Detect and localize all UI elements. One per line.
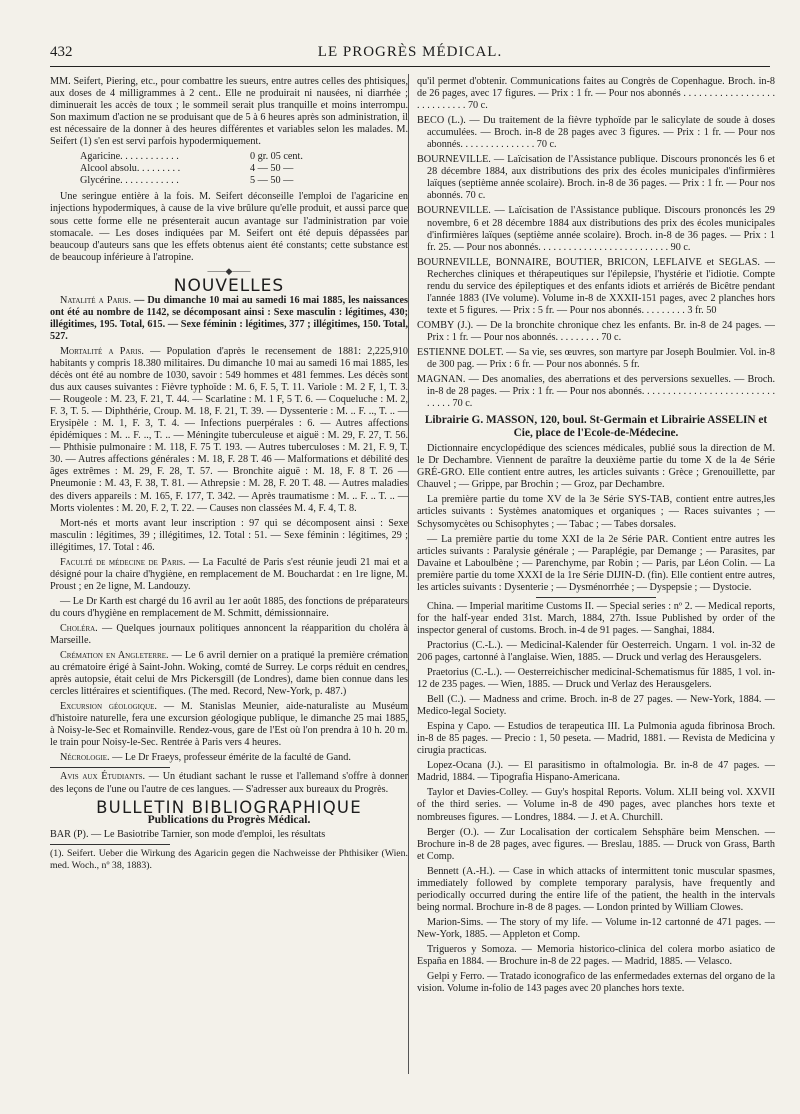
biblio-entry: Bennett (A.-H.). — Case in which attacks of intermittent tonic muscular spasmes, immediately followed by complete temporary paralysis, have frequently and periodically occurred during the entire life of the patient, the health in the intervals being normal. Brochure in-8 de 8 pages. — London printed by William Clowes. [417,865,775,913]
avis-paragraph: Avis aux Étudiants. — Un étudiant sachant le russe et l'allemand s'offre à donner des leçons de l'une ou l'autre de ces langues. — S'adresser aux bureaux du Progrès. [50,771,408,795]
mortnes-paragraph: Mort-nés et morts avant leur inscription : 97 qui se décomposent ainsi : Sexe masculin : légitimes, 39 ; illégitimes, 12. Total : 51. — Sexe féminin : légitimes, 29 ; illégitimes, 17. Total : 46. [50,517,408,553]
biblio-entry: Marion-Sims. — The story of my life. — Volume in-12 cartonné de 471 pages. — New-York, 1885. — Appleton et Comp. [417,916,775,940]
faculte-paragraph: Faculté de médecine de Paris. — La Faculté de Paris s'est réunie jeudi 21 mai et a désigné pour la chaire d'hygiène, en remplacement de M. Bouchardat : en 1re ligne, M. Proust ; en 2e ligne, M. Landouzy. [50,556,409,592]
biblio-entry: BECO (L.). — Du traitement de la fièvre typhoïde par le salicylate de soude à doses accumulées. — Broch. in-8 de 28 pages avec 3 figures. — Prix : 1 fr. — Pour nos abonnés. . . . . . . . . . . . . . . 70 c. [417,115,775,151]
footnote-rule [50,844,170,845]
dictionnaire-paragraph: — La première partie du tome XXI de la 2e Série PAR. Contient entre autres les articles suivants : Paralysie générale ; — Paraplégie, par Demange ; — Parasites, par Davaine et Laboulbène ; — Parenchyme, par Robin ; — Paris, par Léon Colin. — La première partie du tome XXXI de la 1re Série DIJIN-D. (fin). Elle contient entre autres, les articles suivants : Dysenterie ; — Dysménorrhée ; — Dyspepsie ; — Dystocie. [417,533,775,593]
biblio-entry: Berger (O.). — Zur Localisation der corticalem Sehsphäre beim Menschen. — Brochure in-8 de 28 pages, avec figures. — Breslau, 1885. — Druck von Grass, Barth et Comp. [417,826,775,862]
biblio-entry: ESTIENNE DOLET. — Sa vie, ses œuvres, son martyre par Joseph Boulmier. Vol. in-8 de 300 pag. — Prix : 6 fr. — Pour nos abonnés. 5 fr. [417,346,775,371]
biblio-entry: Gelpi y Ferro. — Tratado iconografico de las enfermedades externas del organo de la vision. Volume in-folio de 143 pages avec 20 planches hors texte. [417,971,775,995]
biblio-entry: qu'il permet d'obtenir. Communications faites au Congrès de Copenhague. Broch. in-8 de 26 pages, avec 17 figures. — Prix : 1 fr. — Pour nos abonnés . . . . . . . . . . . . . . . . . . . . . . . . . . . . 70 c. [417,76,775,112]
left-column [50,76,408,875]
mortalite-paragraph: Mortalité a Paris. — Population d'après le recensement de 1881: 2,225,910 habitants y compris 18.380 militaires. Du dimanche 10 mai au samedi 16 mai 1885, les décès ont été au nombre de 1030, savoir : 549 hommes et 481 femmes. Les décès sont dus aux causes suivantes : Fièvre typhoïde : M. 6, F. 5, T. 11. Variole : M. 2 F, 1, T. 3. — Rougeole : M. 23, F. 21, T. 44. — Scarlatine : M. 1 F, 5 T. 6. — Coqueluche : M. 2, F. 3, T. 5. — Diphthérie, Croup. M. 18, F. 21, T. 39. — Dyssenterie : M. .. F. .., T. .. — Erysipèle : M. 1, F. 3, T. 4. — Infections puerpérales : 6. — Autres affections épidémiques : M. .. F. .., T. .. — Méningite tuberculeuse et aiguë : M. 29, F. 27, T. 56. — Phthisie pulmonaire : M. 118, F. 75 T. 193. — Autres tuberculoses : M. 21, F. 9, T. 30. — Autres affections générales : M. 18, F. 28 T. 46 — Malformations et débilité des âges extrêmes : M. 29, F. 28, T. 57. — Bronchite aiguë : M. 18, F. 8 T. 26 — Pneumonie : M. 43, F. 38, T. 81. — Athrepsie : M. 28, F. 20 T. 48. — Autres maladies des divers appareils : M. 165, F. 177, T. 342. — Après traumatisme : M. .. F. .. T. .. — Morts violentes : M. 20, F. 2, T. 22. — Causes non classées M. 4, F. 4, T. 8. [50,345,409,514]
formula-row: Alcool absolu. . . . . . . . . 4 — 50 — [80,163,294,175]
footnote: (1). Seifert. Ueber die Wirkung des Agaricin gegen die Nachweisse der Phthisiker (Wien. med. Woch., nº 38, 1883). [50,847,408,871]
column-divider [408,74,409,1074]
biblio-entry: Trigueros y Somoza. — Memoria historico-clinica del colera morbo asiatico de España en 1884. — Brochure in-8 de 22 pages. — Madrid, 1885. — Velasco. [417,944,775,968]
cholera-paragraph: Choléra. — Quelques journaux politiques annoncent la réapparition du choléra à Marseille. [50,622,409,647]
formula-row: Agaricine. . . . . . . . . . . . 0 gr. 05 cent. [80,151,303,163]
biblio-entry: Lopez-Ocana (J.). — El parasitismo in oftalmologia. Br. in-8 de 47 pages. — Madrid, 1884. — Tipografia Hispano-Americana. [417,760,775,784]
biblio-entry: MAGNAN. — Des anomalies, des aberrations et des perversions sexuelles. — Broch. in-8 de 28 pages. — Prix : 1 fr. — Pour nos abonnés. . . . . . . . . . . . . . . . . . . . . . . . . . . . . . . 70 c. [417,374,775,410]
dictionnaire-paragraph: La première partie du tome XV de la 3e Série SYS-TAB, contient entre autres,les articles suivants : Systèmes anatomiques et organiques ; — Races suivantes ; — Schysomycètes ou Schisophytes ; — Tabac ; — Tabes dorsales. [417,494,775,530]
page-number: 432 [50,44,73,60]
karth-paragraph: — Le Dr Karth est chargé du 16 avril au 1er août 1885, des fonctions de préparateurs du cours d'hygiène en remplacement de M. Schmitt, démissionnaire. [50,595,408,619]
natalite-paragraph: Natalité a Paris. — Du dimanche 10 mai au samedi 16 mai 1885, les naissances ont été au nombre de 1142, se décomposant ainsi : Sexe masculin : légitimes, 430; illégitimes, 195. Total, 615. — Sexe féminin : légitimes, 377 ; illégitimes, 150. Total, 527. [50,294,408,342]
right-column [417,76,775,998]
ornament-divider: ——◆—— [207,265,251,276]
dictionnaire-paragraph: Dictionnaire encyclopédique des sciences médicales, publié sous la direction de M. le Dr Dechambre. Viennent de paraître la deuxième partie du tome X de la 4e Série GRÉ-GRO. Elle contient entre autres, les articles suivants : Grèce ; Grenouillette, par Chauvel ; — Grippe, par Brochin ; — Groz, par Dechambre. [417,443,775,491]
bar-entry: BAR (P). — Le Basiotribe Tarnier, son mode d'emploi, les résultats [50,828,326,840]
biblio-entry: Practorius (C.-L.). — Medicinal-Kalender für Oesterreich. Ungarn. 1 vol. in-32 de 206 pages, cartonné à l'anglaise. Wien, 1885. — Druck und verlag des Herausgelers. [417,639,775,663]
biblio-entry: Taylor et Davies-Colley. — Guy's hospital Reports. Volum. XLII being vol. XXVII of the third series. — Volume in-8 de 490 pages, avec planches hors texte et nombreuses figures. — Londres, 1884. — J. et A. Churchill. [417,787,775,823]
agaricine-paragraph: MM. Seifert, Piering, etc., pour combattre les sueurs, entre autres celles des phtisiques, aux doses de 4 milligrammes à 2 cent.. Elle ne produirait ni nausées, ni diarrhée ; diminuerait les accès de toux ; le sommeil serait plus tranquille et moins interrompu. Son maximum d'action ne se produisant que de 5 à 6 heures après son administration, il est nécessaire de la donner à des heures différentes et variables selon les malades. M. Seifert (1) s'en est servi parfois hypodermiquement. [50,76,408,148]
injection-paragraph: Une seringue entière à la fois. M. Seifert déconseille l'emploi de l'agaricine en injections hypodermiques, à cause de la vive brûlure qu'elle produit, et aussi parce que sous cette forme elle ne présenterait aucun avantage sur l'administration par voie stomacale. — Les doses indiquées par M. Seifert ont été depuis dépassées par beaucoup d'auteurs sans que les effets obtenus aient été constants; cette substance est de beaucoup inférieure à l'atropine. [50,191,408,263]
biblio-entry: Espina y Capo. — Estudios de terapeutica III. La Pulmonia aguda fibrinosa Broch. in-8 de 85 pages. — Precio : 1, 50 peseta. — Madrid, 1881. — Revista de Medicina y cirugia practicas. [417,721,775,757]
biblio-entry: BOURNEVILLE. — Laïcisation de l'Assistance publique. Discours prononcés les 6 et 28 décembre 1884, aux distributions des prix des écoles municipales d'infirmières laïques (septième année scolaire). Broch. in-8 de 36 pages. — Prix : 1 fr. — Pour nos abonnés. 70 c. [417,154,775,202]
biblio-entry: China. — Imperial maritime Customs II. — Special series : nº 2. — Medical reports, for the half-year ended 31st. March, 1884, 27th. Issue Published by order of the inspector general of customs. Broch. in-4 de 91 pages. — Sanghai, 1884. [417,600,775,636]
running-title: LE PROGRÈS MÉDICAL. [317,44,503,60]
biblio-entry: COMBY (J.). — De la bronchite chronique chez les enfants. Br. in-8 de 24 pages. — Prix : 1 fr. — Pour nos abonnés. . . . . . . . . 70 c. [417,319,775,343]
cremation-paragraph: Crémation en Angleterre. — Le 6 avril dernier on a pratiqué la première crémation au crématoire érigé à Saint-John. Woking, comté de Surrey. Le corps réduit en cendres, après autopsie, était celui de Mrs Pickersgill (de Londres), dame bien connue dans les cercles littéraires et scientifiques. (The med. Record, New-York, p. 487.) [50,650,408,698]
formula-row: Glycérine. . . . . . . . . . . . 5 — 50 — [80,175,294,187]
short-rule [536,597,656,598]
short-rule [50,767,170,768]
excursion-paragraph: Excursion géologique. — M. Stanislas Meunier, aide-naturaliste au Muséum d'histoire naturelle, fera une excursion géologique publique, le dimanche 25 mai 1885, à Noisy-le-Sec et Romainville. Rendez-vous, gare de l'Est où l'on prendra à 10 h. 20 m. le train pour Noisy-le-Sec. Rentrée à Paris vers 4 heures. [50,701,409,749]
biblio-entry: BOURNEVILLE, BONNAIRE, BOUTIER, BRICON, LEFLAIVE et SEGLAS. — Recherches cliniques et thérapeutiques sur l'épilepsie, l'hystérie et l'idiotie. Compte rendu du service des épileptiques et des enfants idiots et arriérés de Bicêtre pendant l'année 1883 (IVe volume). Volume in-8 de XXXII-151 pages, avec 2 planches hors texte et 5 figures. — Prix : 5 fr. — Pour nos abonnés. . . . . . . . . 3 fr. 50 [417,256,775,316]
bulletin-subheading: Publications du Progrès Médical. [147,813,311,826]
biblio-entry: Praetorius (C.-L.). — Oesterreichischer medicinal-Schematismus für 1885, 1 vol. in-12 de 235 pages. — Wien, 1885. — Druck und Verlaz des Herausgelers. [417,667,775,691]
nouvelles-heading: NOUVELLES [173,275,285,296]
biblio-entry: BOURNEVILLE. — Laïcisation de l'Assistance publique. Discours prononcés les 29 novembre, 6 et 28 décembre 1884 aux distributions des prix des écoles municipales d'infirmières laïques (septième année scolaire). Broch. in-8 de 36 pages. — Prix : 1 fr. 25. — Pour nos abonnés. . . . . . . . . . . . . . . . . . . . . . . . . . 90 c. [417,205,775,253]
necrologie-paragraph: Nécrologie. — Le Dr Fraeys, professeur émérite de la faculté de Gand. [60,752,351,764]
formula-table [50,151,408,187]
bulletin-heading: BULLETIN BIBLIOGRAPHIQUE [96,797,362,817]
page-header [50,44,770,67]
librairie-heading: Librairie G. MASSON, 120, boul. St-Germain et Librairie ASSELIN et Cie, place de l'Ecole-de-Médecine. [424,414,768,440]
biblio-entry: Bell (C.). — Madness and crime. Broch. in-8 de 27 pages. — New-York, 1884. — Medico-legal Society. [417,694,775,718]
